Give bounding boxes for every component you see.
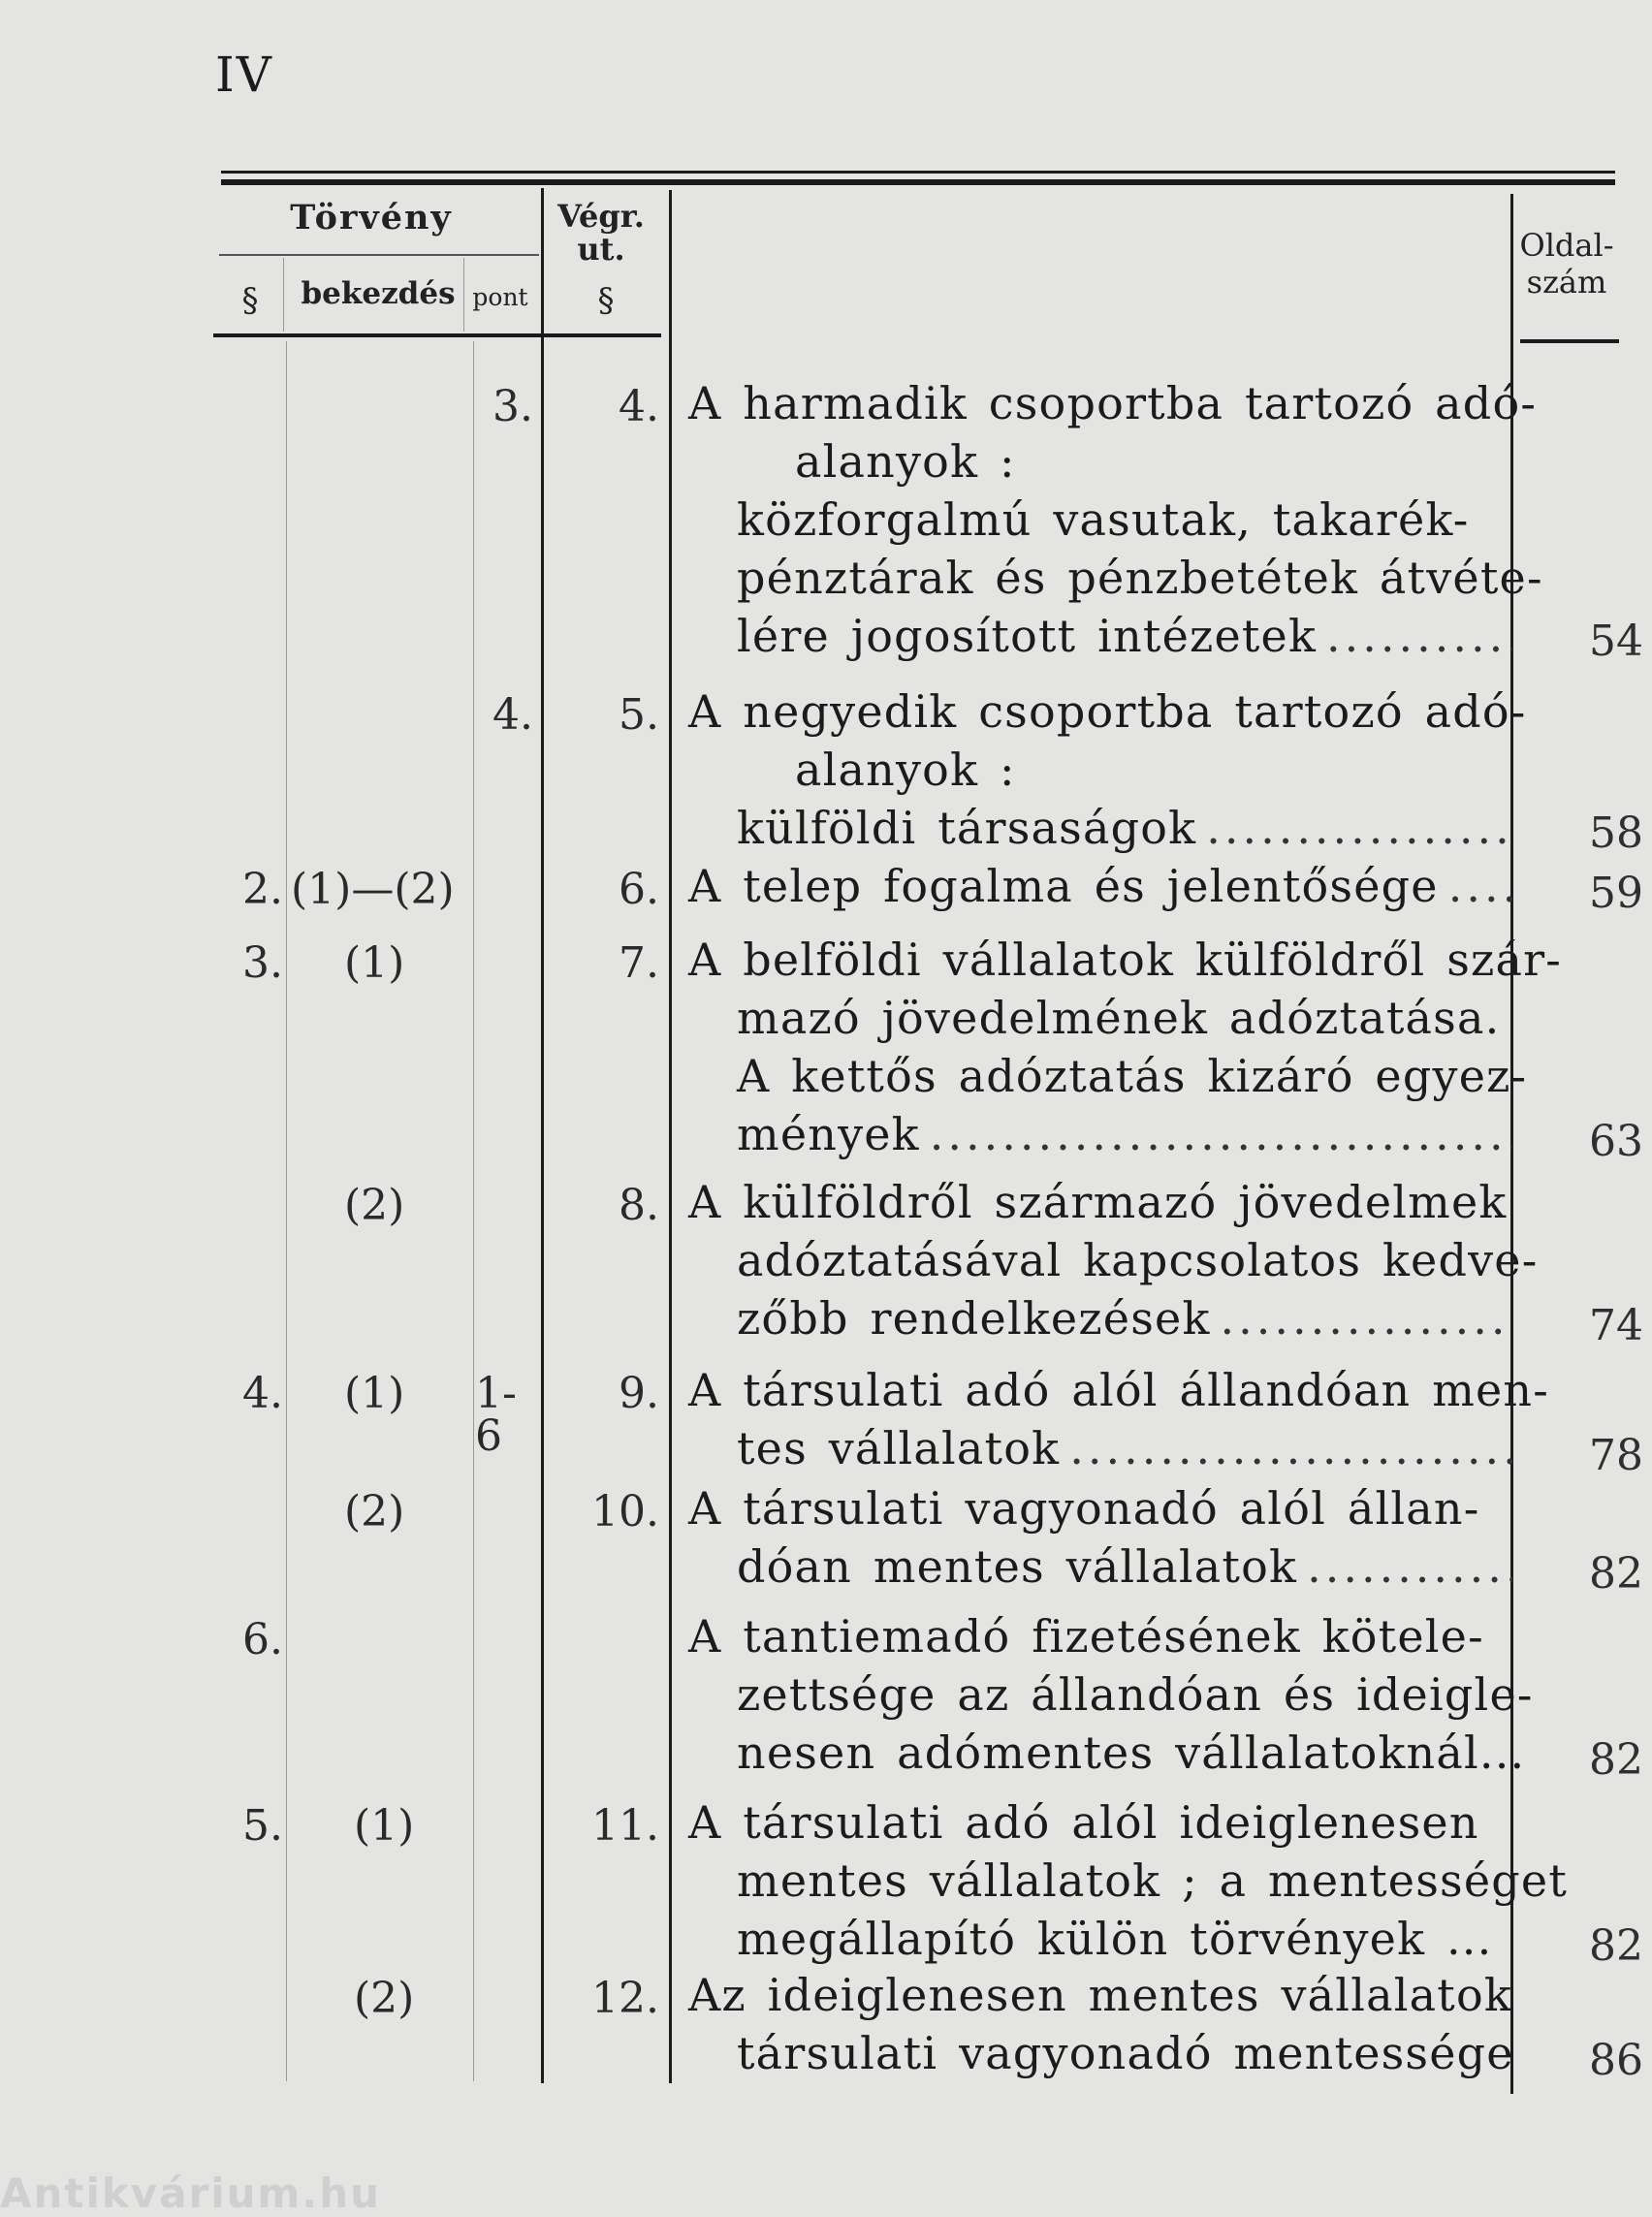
top-rule-thin — [221, 171, 1615, 174]
col-line-point — [473, 341, 474, 2081]
entry-line: mazó jövedelmének adóztatása. — [737, 992, 1501, 1044]
entry-line: A tantiemadó fizetésének kötele- — [688, 1610, 1484, 1663]
decree-section-cell: 9. — [619, 1369, 659, 1418]
entry-line: A kettős adóztatás kizáró egyez- — [737, 1050, 1528, 1102]
page-number-cell: 54 — [1589, 617, 1643, 666]
entry-title — [688, 931, 1563, 1163]
dot-leader — [1206, 799, 1512, 857]
entry-title — [688, 374, 1543, 665]
entry-line: tes vállalatok — [737, 1422, 1061, 1474]
watermark: Antikvárium.hu — [0, 2169, 382, 2217]
col-line-point-right — [541, 188, 544, 2083]
paragraph-cell: (1) — [344, 938, 405, 988]
point-cell: 3. — [492, 382, 533, 431]
paragraph-cell: (2) — [344, 1181, 405, 1230]
entry-line: közforgalmú vasutak, takarék- — [737, 493, 1470, 546]
header-oldal-line2: szám — [1526, 264, 1607, 301]
entry-line: alanyok : — [795, 435, 1016, 488]
decree-section-cell: 10. — [591, 1487, 659, 1536]
entry-line: zettsége az állandóan és ideigle- — [737, 1668, 1534, 1721]
page-number-cell: 59 — [1589, 869, 1643, 918]
entry-line: A társulati adó alól ideiglenesen — [688, 1796, 1479, 1849]
entry-line: A külföldről származó jövedelmek — [688, 1176, 1508, 1228]
header-torveny: Törvény — [290, 198, 453, 238]
header-vegr-line1: Végr. — [557, 198, 645, 235]
paragraph-cell: (1) — [344, 1369, 405, 1418]
decree-section-cell: 6. — [619, 865, 659, 914]
col-line-paragraph — [286, 341, 287, 2081]
dot-leader — [1326, 607, 1512, 665]
dot-leader — [1448, 857, 1512, 915]
paragraph-cell: (2) — [354, 1974, 415, 2023]
page-number-cell: 63 — [1589, 1117, 1643, 1166]
page-number-cell: 78 — [1589, 1431, 1643, 1480]
header-bottom-rule — [213, 333, 661, 337]
decree-section-cell: 7. — [619, 938, 659, 988]
entry-line: A társulati adó alól állandóan men- — [688, 1364, 1550, 1416]
law-section-cell: 3. — [242, 938, 283, 988]
page-number: IV — [215, 47, 273, 103]
header-oldalszam — [1509, 227, 1625, 301]
page-number-cell: 58 — [1589, 808, 1643, 858]
law-section-cell: 5. — [242, 1801, 283, 1851]
col-line-decree-right — [669, 190, 672, 2083]
paragraph-cell: (2) — [344, 1487, 405, 1536]
dot-leader — [1069, 1419, 1512, 1477]
entry-line: nesen adómentes vállalatoknál... — [737, 1726, 1526, 1779]
entry-line: adóztatásával kapcsolatos kedve- — [737, 1234, 1539, 1286]
paragraph-cell: (1) — [354, 1801, 415, 1851]
header-pont: pont — [472, 283, 528, 311]
page-number-cell: 82 — [1589, 1735, 1643, 1785]
entry-line: A telep fogalma és jelentősége — [688, 860, 1439, 912]
page-number-cell: 82 — [1589, 1549, 1643, 1599]
header-bekezdes: bekezdés — [301, 276, 456, 311]
entry-title — [688, 1966, 1512, 2082]
header-vegr-mark: § — [597, 281, 615, 320]
decree-section-cell: 4. — [619, 382, 659, 431]
paragraph-cell: (1)—(2) — [291, 865, 455, 914]
entry-line: pénztárak és pénzbetétek átvéte- — [737, 552, 1543, 604]
law-section-cell: 4. — [242, 1369, 283, 1418]
decree-section-cell: 8. — [619, 1181, 659, 1230]
page-number-cell: 82 — [1589, 1921, 1643, 1971]
entry-title — [688, 857, 1512, 915]
dot-leader — [930, 1105, 1512, 1163]
header-divider — [283, 258, 284, 332]
decree-section-cell: 12. — [591, 1974, 659, 2023]
entry-line: mények — [737, 1108, 920, 1160]
header-vegr-line2: ut. — [577, 231, 625, 268]
header-torveny-underline — [219, 254, 539, 256]
entry-line: A harmadik csoportba tartozó adó- — [688, 377, 1538, 429]
entry-line: mentes vállalatok ; a mentességet — [737, 1854, 1569, 1907]
entry-line: megállapító külön törvények ... — [737, 1913, 1493, 1965]
decree-section-cell: 11. — [591, 1801, 659, 1851]
entry-title — [688, 1607, 1534, 1782]
top-rule-thick — [221, 179, 1615, 185]
dot-leader — [1307, 1537, 1512, 1596]
pagenum-header-rule — [1520, 339, 1619, 343]
entry-title — [688, 1361, 1550, 1477]
point-cell: 4. — [492, 690, 533, 740]
entry-line: külföldi társaságok — [737, 802, 1197, 854]
entry-title — [688, 682, 1527, 857]
entry-line: A társulati vagyonadó alól állan- — [688, 1482, 1480, 1535]
entry-line: A negyedik csoportba tartozó adó- — [688, 685, 1527, 738]
header-vegr — [545, 200, 657, 266]
decree-section-cell: 5. — [619, 690, 659, 740]
entry-line: Az ideiglenesen mentes vállalatok — [688, 1969, 1512, 2021]
entry-title — [688, 1173, 1539, 1347]
entry-line: zőbb rendelkezések — [737, 1292, 1211, 1345]
entry-line: alanyok : — [795, 744, 1016, 796]
entry-line: társulati vagyonadó mentessége — [737, 2027, 1514, 2079]
header-section-mark: § — [241, 281, 259, 320]
law-section-cell: 2. — [242, 865, 283, 914]
dot-leader — [1221, 1289, 1512, 1347]
page-number-cell: 86 — [1589, 2036, 1643, 2085]
point-cell: 1-6 — [475, 1369, 517, 1461]
entry-title — [688, 1479, 1512, 1596]
entry-line: A belföldi vállalatok külföldről szár- — [688, 934, 1563, 986]
header-oldal-line1: Oldal- — [1519, 227, 1614, 264]
page-number-cell: 74 — [1589, 1301, 1643, 1350]
entry-line: dóan mentes vállalatok — [737, 1540, 1298, 1593]
entry-line: lére jogosított intézetek — [737, 610, 1318, 662]
entry-title — [688, 1793, 1569, 1968]
law-section-cell: 6. — [242, 1615, 283, 1664]
